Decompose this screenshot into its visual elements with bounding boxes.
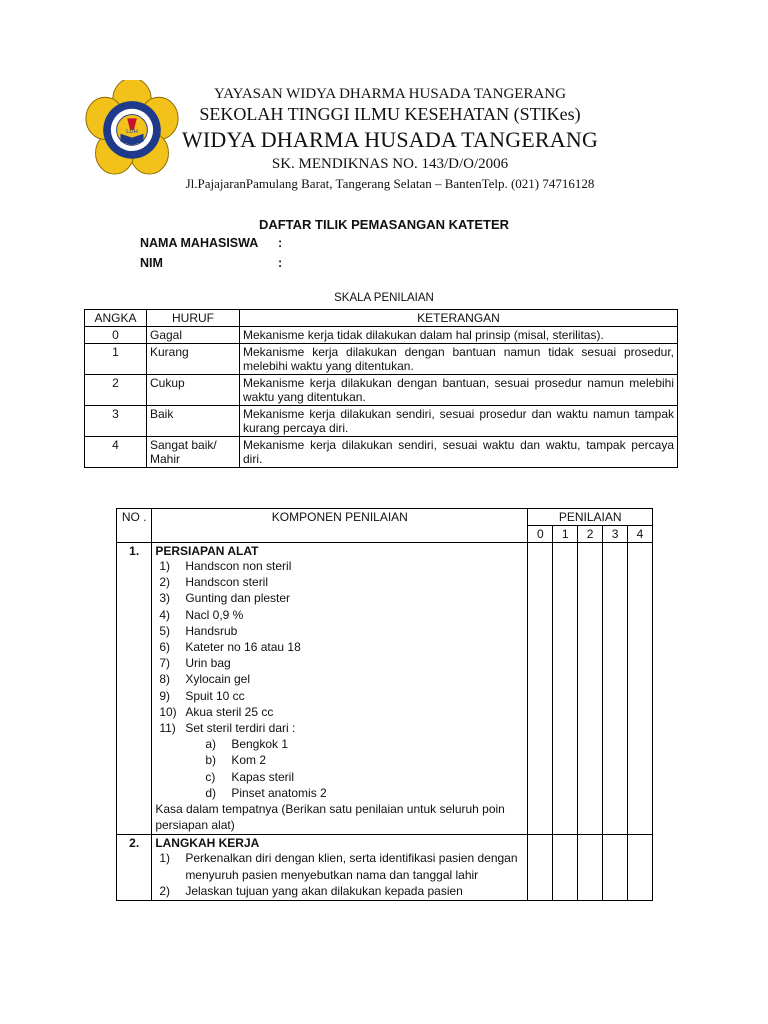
section-title: LANGKAH KERJA — [155, 836, 260, 851]
score-cell[interactable] — [603, 543, 628, 835]
scale-row — [85, 327, 678, 344]
scale-angka: 0 — [85, 327, 147, 344]
section-title: PERSIAPAN ALAT — [155, 544, 259, 558]
sub-item: a) Bengkok 1 — [205, 737, 289, 752]
col-header-penilaian: PENILAIAN — [528, 509, 653, 526]
col-header-angka: ANGKA — [85, 310, 147, 327]
scale-angka: 4 — [85, 437, 147, 468]
section-content — [152, 543, 528, 835]
list-item: 1) Handscon non steril — [159, 559, 292, 573]
score-cell[interactable] — [578, 543, 603, 835]
list-item: 8) Xylocain gel — [159, 672, 251, 687]
scale-keterangan: Mekanisme kerja tidak dilakukan dalam hal prinsip (misal, sterilitas). — [240, 327, 678, 344]
list-item: 6) Kateter no 16 atau 18 — [159, 640, 301, 655]
section-content — [152, 835, 528, 901]
list-item: 2) Handscon steril — [159, 575, 269, 590]
scale-keterangan: Mekanisme kerja dilakukan sendiri, sesuai waktu dan waktu, tampak percaya diri. — [240, 437, 678, 468]
list-item: 11) Set steril terdiri dari : — [159, 721, 296, 736]
scale-angka: 1 — [85, 344, 147, 375]
section-number: 1. — [117, 543, 152, 835]
assessment-header-row — [117, 509, 653, 526]
student-name-field — [140, 236, 282, 250]
score-cell[interactable] — [578, 835, 603, 901]
section-note: Kasa dalam tempatnya (Berikan satu penilaian untuk seluruh poin persiapan alat) — [155, 802, 505, 833]
decree-number: SK. MENDIKNAS NO. 143/D/O/2006 — [271, 156, 509, 172]
list-item: 10) Akua steril 25 cc — [159, 704, 274, 719]
scale-angka: 3 — [85, 406, 147, 437]
nim-field — [140, 256, 282, 270]
scale-keterangan: Mekanisme kerja dilakukan dengan bantuan namun tidak sesuai prosedur, melebihi waktu yang ditentukan. — [240, 344, 678, 375]
school-name: WIDYA DHARMA HUSADA TANGERANG — [181, 127, 599, 152]
assessment-table — [116, 508, 653, 901]
score-header: 0 — [528, 526, 553, 543]
stikes-logo — [84, 80, 180, 176]
scale-huruf: Sangat baik/ Mahir — [147, 437, 240, 468]
score-cell[interactable] — [528, 835, 553, 901]
field-colon: : — [278, 236, 283, 250]
page-title: DAFTAR TILIK PEMASANGAN KATETER — [258, 217, 510, 232]
scale-row — [85, 437, 678, 468]
field-colon: : — [278, 256, 283, 270]
sub-item: c) Kapas steril — [205, 769, 295, 784]
section-number: 2. — [117, 835, 152, 901]
section-row-persiapan — [117, 543, 653, 835]
list-item: 9) Spuit 10 cc — [159, 688, 245, 703]
scale-row — [85, 344, 678, 375]
score-cell[interactable] — [603, 835, 628, 901]
list-item: 3) Gunting dan plester — [159, 591, 291, 606]
org-line: YAYASAN WIDYA DHARMA HUSADA TANGERANG — [214, 86, 566, 102]
list-item: 5) Handsrub — [159, 623, 238, 638]
score-header: 1 — [553, 526, 578, 543]
scale-table — [84, 309, 678, 468]
score-header: 4 — [628, 526, 653, 543]
score-header: 3 — [603, 526, 628, 543]
logo-text: LDH — [126, 128, 138, 135]
scale-huruf: Kurang — [147, 344, 240, 375]
score-cell[interactable] — [628, 543, 653, 835]
nim-label: NIM — [140, 256, 163, 270]
list-item: 2) Jelaskan tujuan yang akan dilakukan kepada pasien — [159, 883, 463, 898]
score-cell[interactable] — [628, 835, 653, 901]
score-header: 2 — [578, 526, 603, 543]
scale-keterangan: Mekanisme kerja dilakukan sendiri, sesuai prosedur dan waktu namun tampak kurang percaya diri. — [240, 406, 678, 437]
scale-header-row — [85, 310, 678, 327]
col-header-komponen: KOMPONEN PENILAIAN — [152, 509, 528, 543]
sub-item: b) Kom 2 — [205, 753, 266, 768]
scale-title: SKALA PENILAIAN — [334, 292, 434, 304]
score-cell[interactable] — [553, 543, 578, 835]
school-line: SEKOLAH TINGGI ILMU KESEHATAN (STIKes) — [199, 104, 581, 124]
col-header-keterangan: KETERANGAN — [240, 310, 678, 327]
address-line: Jl.PajajaranPamulang Barat, Tangerang Selatan – BantenTelp. (021) 74716128 — [185, 176, 595, 191]
scale-row — [85, 406, 678, 437]
list-item: 7) Urin bag — [159, 656, 231, 671]
scale-angka: 2 — [85, 375, 147, 406]
list-item: 1) Perkenalkan diri dengan klien, serta identifikasi pasien dengan menyuruh pasien menyebutkan nama dan tanggal lahir — [159, 851, 518, 882]
scale-huruf: Baik — [147, 406, 240, 437]
student-name-label: NAMA MAHASISWA — [140, 236, 259, 250]
section-row-langkah — [117, 835, 653, 901]
score-cell[interactable] — [553, 835, 578, 901]
scale-huruf: Gagal — [147, 327, 240, 344]
scale-row — [85, 375, 678, 406]
col-header-no: NO . — [117, 509, 152, 543]
score-cell[interactable] — [528, 543, 553, 835]
scale-huruf: Cukup — [147, 375, 240, 406]
list-item: 4) Nacl 0,9 % — [159, 607, 244, 622]
col-header-huruf: HURUF — [147, 310, 240, 327]
sub-item: d) Pinset anatomis 2 — [205, 785, 327, 800]
scale-keterangan: Mekanisme kerja dilakukan dengan bantuan, sesuai prosedur namun melebihi waktu yang ditentukan. — [240, 375, 678, 406]
